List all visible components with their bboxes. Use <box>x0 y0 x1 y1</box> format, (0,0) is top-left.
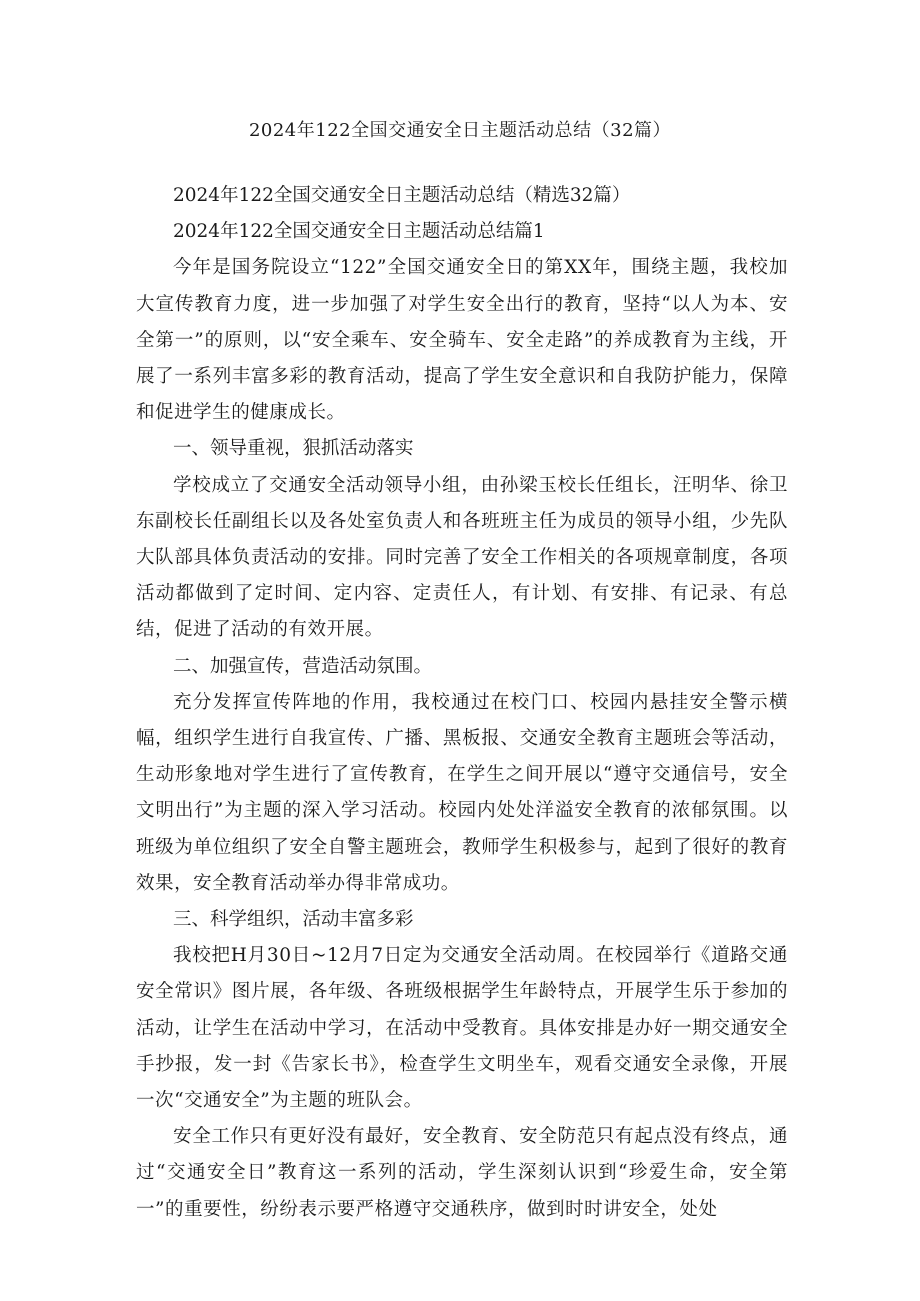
document-title: 2024年122全国交通安全日主题活动总结（32篇） <box>248 120 672 141</box>
paragraph-intro: 今年是国务院设立“122”全国交通安全日的第XX年，围绕主题，我校加大宣传教育力度，进一步加强了对学生安全出行的教育，坚持“以人为本、安全第一”的原则，以“安全乘车、安全骑车、安全走路”的养成教育为主线，开展了一系列丰富多彩的教育活动，提高了学生安全意识和自我防护能力，保障和促进学生的健康成长。 <box>136 257 788 424</box>
document-subtitle: 2024年122全国交通安全日主题活动总结（精选32篇） <box>173 185 631 206</box>
paragraph-conclusion: 安全工作只有更好没有最好，安全教育、安全防范只有起点没有终点，通过“交通安全日”教育这一系列的活动，学生深刻认识到“珍爱生命，安全第一”的重要性，纷纷表示要严格遵守交通秩序，做到时时讲安全，处处 <box>136 1126 788 1220</box>
document-body <box>136 178 788 1228</box>
heading-organization: 三、科学组织，活动丰富多彩 <box>173 909 414 931</box>
section-title: 2024年122全国交通安全日主题活动总结篇1 <box>173 221 545 243</box>
paragraph-leadership: 学校成立了交通安全活动领导小组，由孙梁玉校长任组长，汪明华、徐卫东副校长任副组长以及各处室负责人和各班班主任为成员的领导小组，少先队大队部具体负责活动的安排。同时完善了安全工作相关的各项规章制度，各项活动都做到了定时间、定内容、定责任人，有计划、有安排、有记录、有总结，促进了活动的有效开展。 <box>136 474 788 641</box>
heading-publicity: 二、加强宣传，营造活动氛围。 <box>173 655 433 677</box>
paragraph-organization: 我校把H月30日~12月7日定为交通安全活动周。在校园举行《道路交通安全常识》图片展，各年级、各班级根据学生年龄特点，开展学生乐于参加的活动，让学生在活动中学习，在活动中受教育。具体安排是办好一期交通安全手抄报，发一封《告家长书》，检查学生文明坐车，观看交通安全录像，开展一次“交通安全”为主题的班队会。 <box>136 945 788 1112</box>
heading-leadership: 一、领导重视，狠抓活动落实 <box>173 438 414 460</box>
paragraph-publicity: 充分发挥宣传阵地的作用，我校通过在校门口、校园内悬挂安全警示横幅，组织学生进行自我宣传、广播、黑板报、交通安全教育主题班会等活动，生动形象地对学生进行了宣传教育，在学生之间开展以“遵守交通信号，安全文明出行”为主题的深入学习活动。校园内处处洋溢安全教育的浓郁氛围。以班级为单位组织了安全自警主题班会，教师学生积极参与，起到了很好的教育效果，安全教育活动举办得非常成功。 <box>136 691 788 894</box>
